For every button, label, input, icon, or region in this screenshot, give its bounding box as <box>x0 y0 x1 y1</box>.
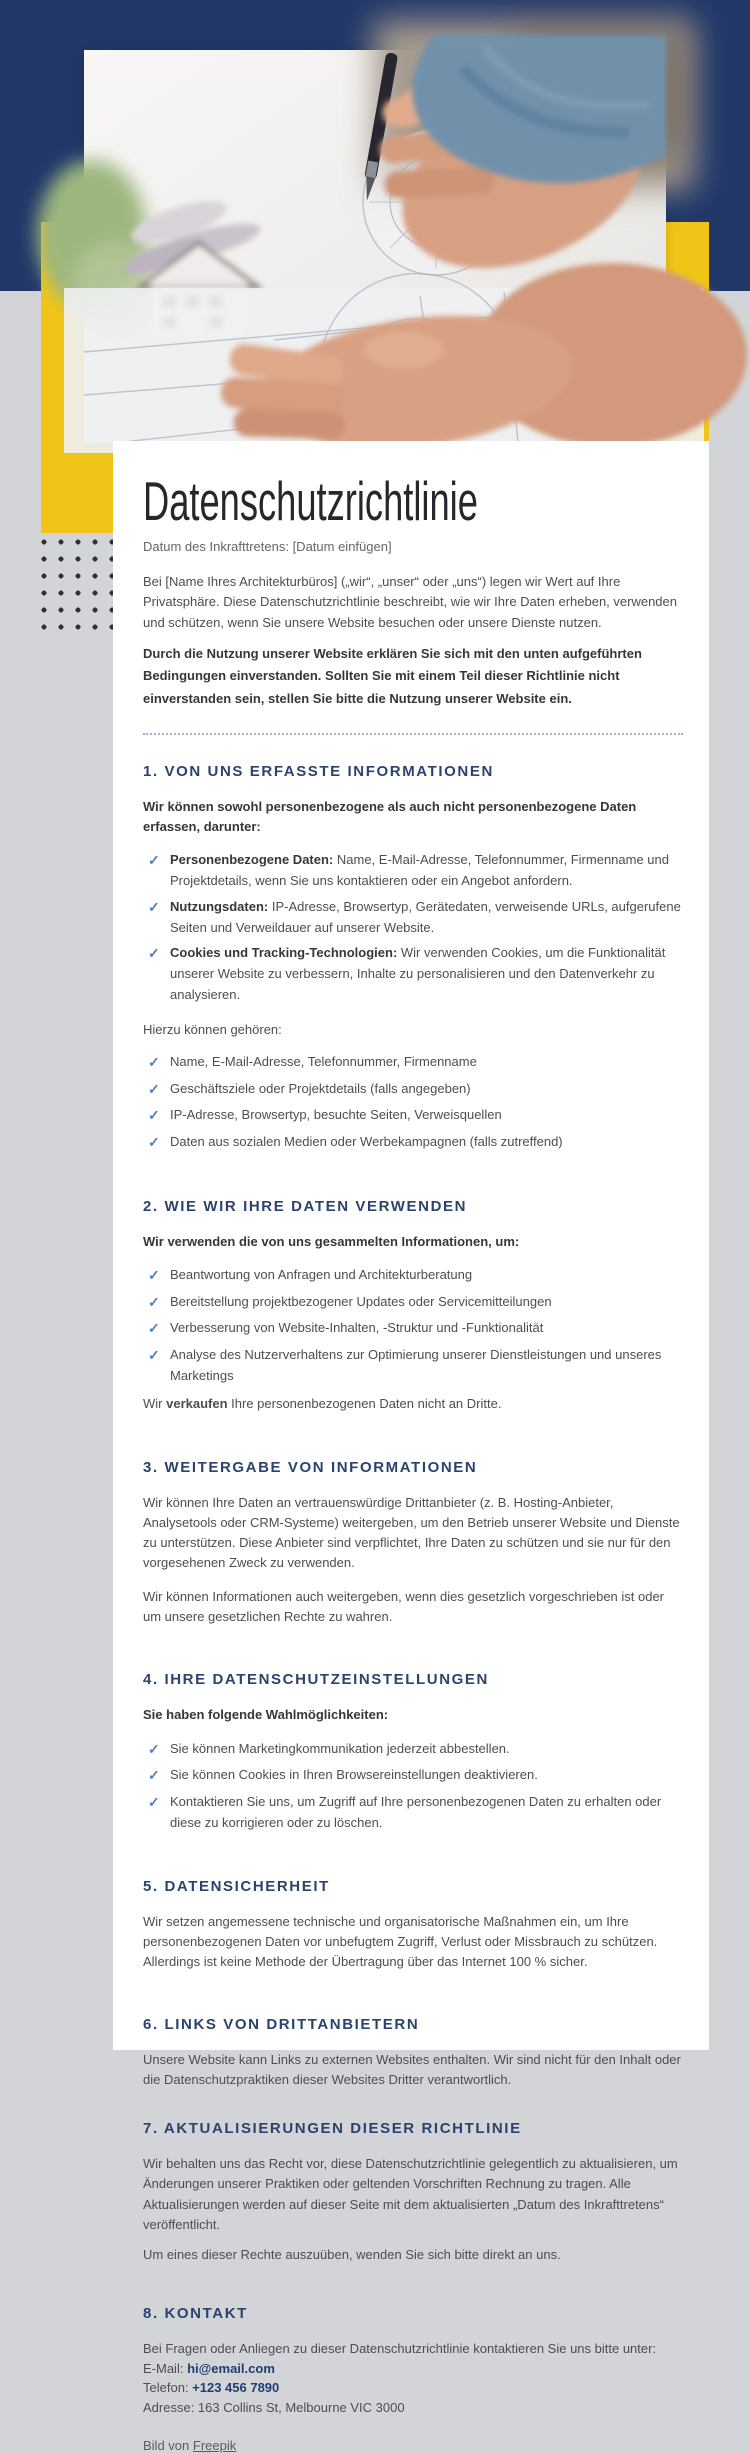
section-4-heading: 4. IHRE DATENSCHUTZEINSTELLUNGEN <box>143 1671 489 1689</box>
checkmark-icon: ✓ <box>148 1793 160 1810</box>
section-collected-information <box>143 763 683 1154</box>
section-data-security <box>143 1878 683 1972</box>
content-card <box>113 441 709 2453</box>
list-item: ✓ Verbesserung von Website-Inhalten, -Struktur und -Funktionalität <box>143 1318 683 1340</box>
section-2-heading: 2. WIE WIR IHRE DATEN VERWENDEN <box>143 1197 468 1215</box>
list-item: ✓ Geschäftsziele oder Projektdetails (falls angegeben) <box>143 1079 683 1101</box>
section-policy-updates <box>143 2120 683 2265</box>
contact-phone-line: Telefon: +123 456 7890 <box>143 2380 280 2396</box>
checkmark-icon: ✓ <box>148 1767 160 1784</box>
section-1-sublead: Hierzu können gehören: <box>143 1021 282 1037</box>
checkmark-icon: ✓ <box>148 1320 160 1337</box>
list-item: ✓ Nutzungsdaten: IP-Adresse, Browsertyp, Gerätedaten, verweisende URLs, aufgerufene Seiten und Verweildauer auf unserer Website. <box>148 898 681 935</box>
effective-date: Datum des Inkrafttretens: [Datum einfügen] <box>143 539 392 555</box>
list-item: ✓ IP-Adresse, Browsertyp, besuchte Seiten, Verweisquellen <box>143 1105 683 1127</box>
checkmark-icon: ✓ <box>148 1107 160 1124</box>
contact-address-line: Adresse: 163 Collins St, Melbourne VIC 3000 <box>143 2400 405 2416</box>
email-link[interactable]: hi@email.com <box>187 2360 275 2376</box>
list-item: ✓ Analyse des Nutzerverhaltens zur Optimierung unserer Dienstleistungen und unseres Marketings <box>148 1346 662 1383</box>
freepik-link[interactable]: Freepik <box>192 2437 237 2453</box>
section-third-party-links <box>143 2016 683 2090</box>
section-1-heading: 1. VON UNS ERFASSTE INFORMATIONEN <box>143 762 494 780</box>
hero-photo <box>84 50 666 443</box>
intro-consent-paragraph: Durch die Nutzung unserer Website erklären Sie sich mit den unten aufgeführten Bedingungen einverstanden. Sollten Sie mit einem Teil dieser Richtlinie nicht einverstanden sein, stellen Sie bitte die Nutzung unserer Website ein. <box>143 645 642 707</box>
architect-drawing-illustration <box>84 50 666 443</box>
image-credit: Bild von Freepik <box>143 2437 237 2453</box>
contact-intro: Bei Fragen oder Anliegen zu dieser Datenschutzrichtlinie kontaktieren Sie uns bitte unter: <box>143 2340 657 2356</box>
section-2-footer: Wir verkaufen Ihre personenbezogenen Daten nicht an Dritte. <box>143 1396 502 1412</box>
checkmark-icon: ✓ <box>148 1266 160 1283</box>
checkmark-icon: ✓ <box>148 945 160 962</box>
checkmark-icon: ✓ <box>148 1293 160 1310</box>
section-2-lead: Wir verwenden die von uns gesammelten Informationen, um: <box>143 1233 520 1249</box>
list-item: ✓ Kontaktieren Sie uns, um Zugriff auf Ihre personenbezogenen Daten zu erhalten oder diese zu korrigieren oder zu löschen. <box>148 1793 662 1830</box>
section-7-paragraph: Wir behalten uns das Recht vor, diese Datenschutzrichtlinie gelegentlich zu aktualisieren, um Änderungen unserer Praktiken oder geltenden Vorschriften Rechnung zu tragen. Alle Aktualisierungen werden auf dieser Seite mit dem aktualisierten „Datum des Inkrafttretens“ veröffentlicht. <box>143 2156 678 2232</box>
list-item: ✓ Sie können Marketingkommunikation jederzeit abbestellen. <box>143 1739 683 1761</box>
dotted-divider <box>143 733 683 735</box>
section-6-heading: 6. LINKS VON DRITTANBIETERN <box>143 2015 420 2033</box>
list-item: ✓ Name, E-Mail-Adresse, Telefonnummer, Firmenname <box>143 1052 683 1074</box>
checkmark-icon: ✓ <box>148 1133 160 1150</box>
page-title: Datenschutzrichtlinie <box>143 470 478 532</box>
section-7-paragraph: Um eines dieser Rechte auszuüben, wenden Sie sich bitte direkt an uns. <box>143 2246 561 2262</box>
list-item: ✓ Personenbezogene Daten: Name, E-Mail-Adresse, Telefonnummer, Firmenname und Projektdetails, wenn Sie uns kontaktieren oder ein Angebot anfordern. <box>148 852 669 888</box>
checkmark-icon: ✓ <box>148 852 160 869</box>
list-item: ✓ Bereitstellung projektbezogener Updates oder Servicemitteilungen <box>143 1292 683 1314</box>
section-1-lead: Wir können sowohl personenbezogene als auch nicht personenbezogene Daten erfassen, darunter: <box>143 798 637 835</box>
section-5-heading: 5. DATENSICHERHEIT <box>143 1877 330 1895</box>
contact-email-line: E-Mail: hi@email.com <box>143 2360 275 2376</box>
section-7-heading: 7. AKTUALISIERUNGEN DIESER RICHTLINIE <box>143 2120 522 2138</box>
section-5-paragraph: Wir setzen angemessene technische und organisatorische Maßnahmen ein, um Ihre personenbezogenen Daten vor unbefugtem Zugriff, Verlust oder Missbrauch zu schützen. Allerdings ist keine Methode der Übertragung über das Internet 100 % sicher. <box>143 1913 658 1969</box>
phone-link[interactable]: +123 456 7890 <box>192 2380 280 2396</box>
section-information-sharing <box>143 1459 683 1628</box>
checkmark-icon: ✓ <box>148 1080 160 1097</box>
list-item: ✓ Cookies und Tracking-Technologien: Wir verwenden Cookies, um die Funktionalität unserer Website zu verbessern, Inhalte zu personalisieren und den Datenverkehr zu analysieren. <box>148 945 666 1002</box>
list-item: ✓ Beantwortung von Anfragen und Architekturberatung <box>143 1265 683 1287</box>
intro-paragraph: Bei [Name Ihres Architekturbüros] („wir“, „unser“ oder „uns“) legen wir Wert auf Ihre Privatsphäre. Diese Datenschutzrichtlinie beschreibt, wie wir Ihre Daten erheben, verwenden und schützen, wenn Sie unsere Website besuchen oder unsere Dienste nutzen. <box>143 574 677 630</box>
section-privacy-choices <box>143 1671 683 1833</box>
checkmark-icon: ✓ <box>148 898 160 915</box>
section-3-heading: 3. WEITERGABE VON INFORMATIONEN <box>143 1458 478 1476</box>
section-8-heading: 8. KONTAKT <box>143 2304 248 2322</box>
section-4-lead: Sie haben folgende Wahlmöglichkeiten: <box>143 1707 389 1723</box>
section-3-paragraph: Wir können Informationen auch weitergeben, wenn dies gesetzlich vorgeschrieben ist oder um unsere gesetzlichen Rechte zu wahren. <box>143 1589 665 1625</box>
list-item: ✓ Sie können Cookies in Ihren Browsereinstellungen deaktivieren. <box>143 1765 683 1787</box>
dots-pattern <box>41 539 115 630</box>
section-data-usage <box>143 1198 683 1415</box>
section-3-paragraph: Wir können Ihre Daten an vertrauenswürdige Drittanbieter (z. B. Hosting-Anbieter, Analysetools oder CRM-Systeme) weitergeben, um den Betrieb unserer Website und Dienste zu unterstützen. Diese Anbieter sind verpflichtet, Ihre Daten zu schützen und sie nur für den vorgesehenen Zweck zu verwenden. <box>143 1494 680 1571</box>
list-item: ✓ Daten aus sozialen Medien oder Werbekampagnen (falls zutreffend) <box>143 1132 683 1154</box>
section-contact <box>143 2305 683 2453</box>
section-6-paragraph: Unsere Website kann Links zu externen Websites enthalten. Wir sind nicht für den Inhalt oder die Datenschutzpraktiken dieser Websites Dritter verantwortlich. <box>143 2051 681 2088</box>
checkmark-icon: ✓ <box>148 1740 160 1757</box>
checkmark-icon: ✓ <box>148 1053 160 1070</box>
checkmark-icon: ✓ <box>148 1346 160 1363</box>
